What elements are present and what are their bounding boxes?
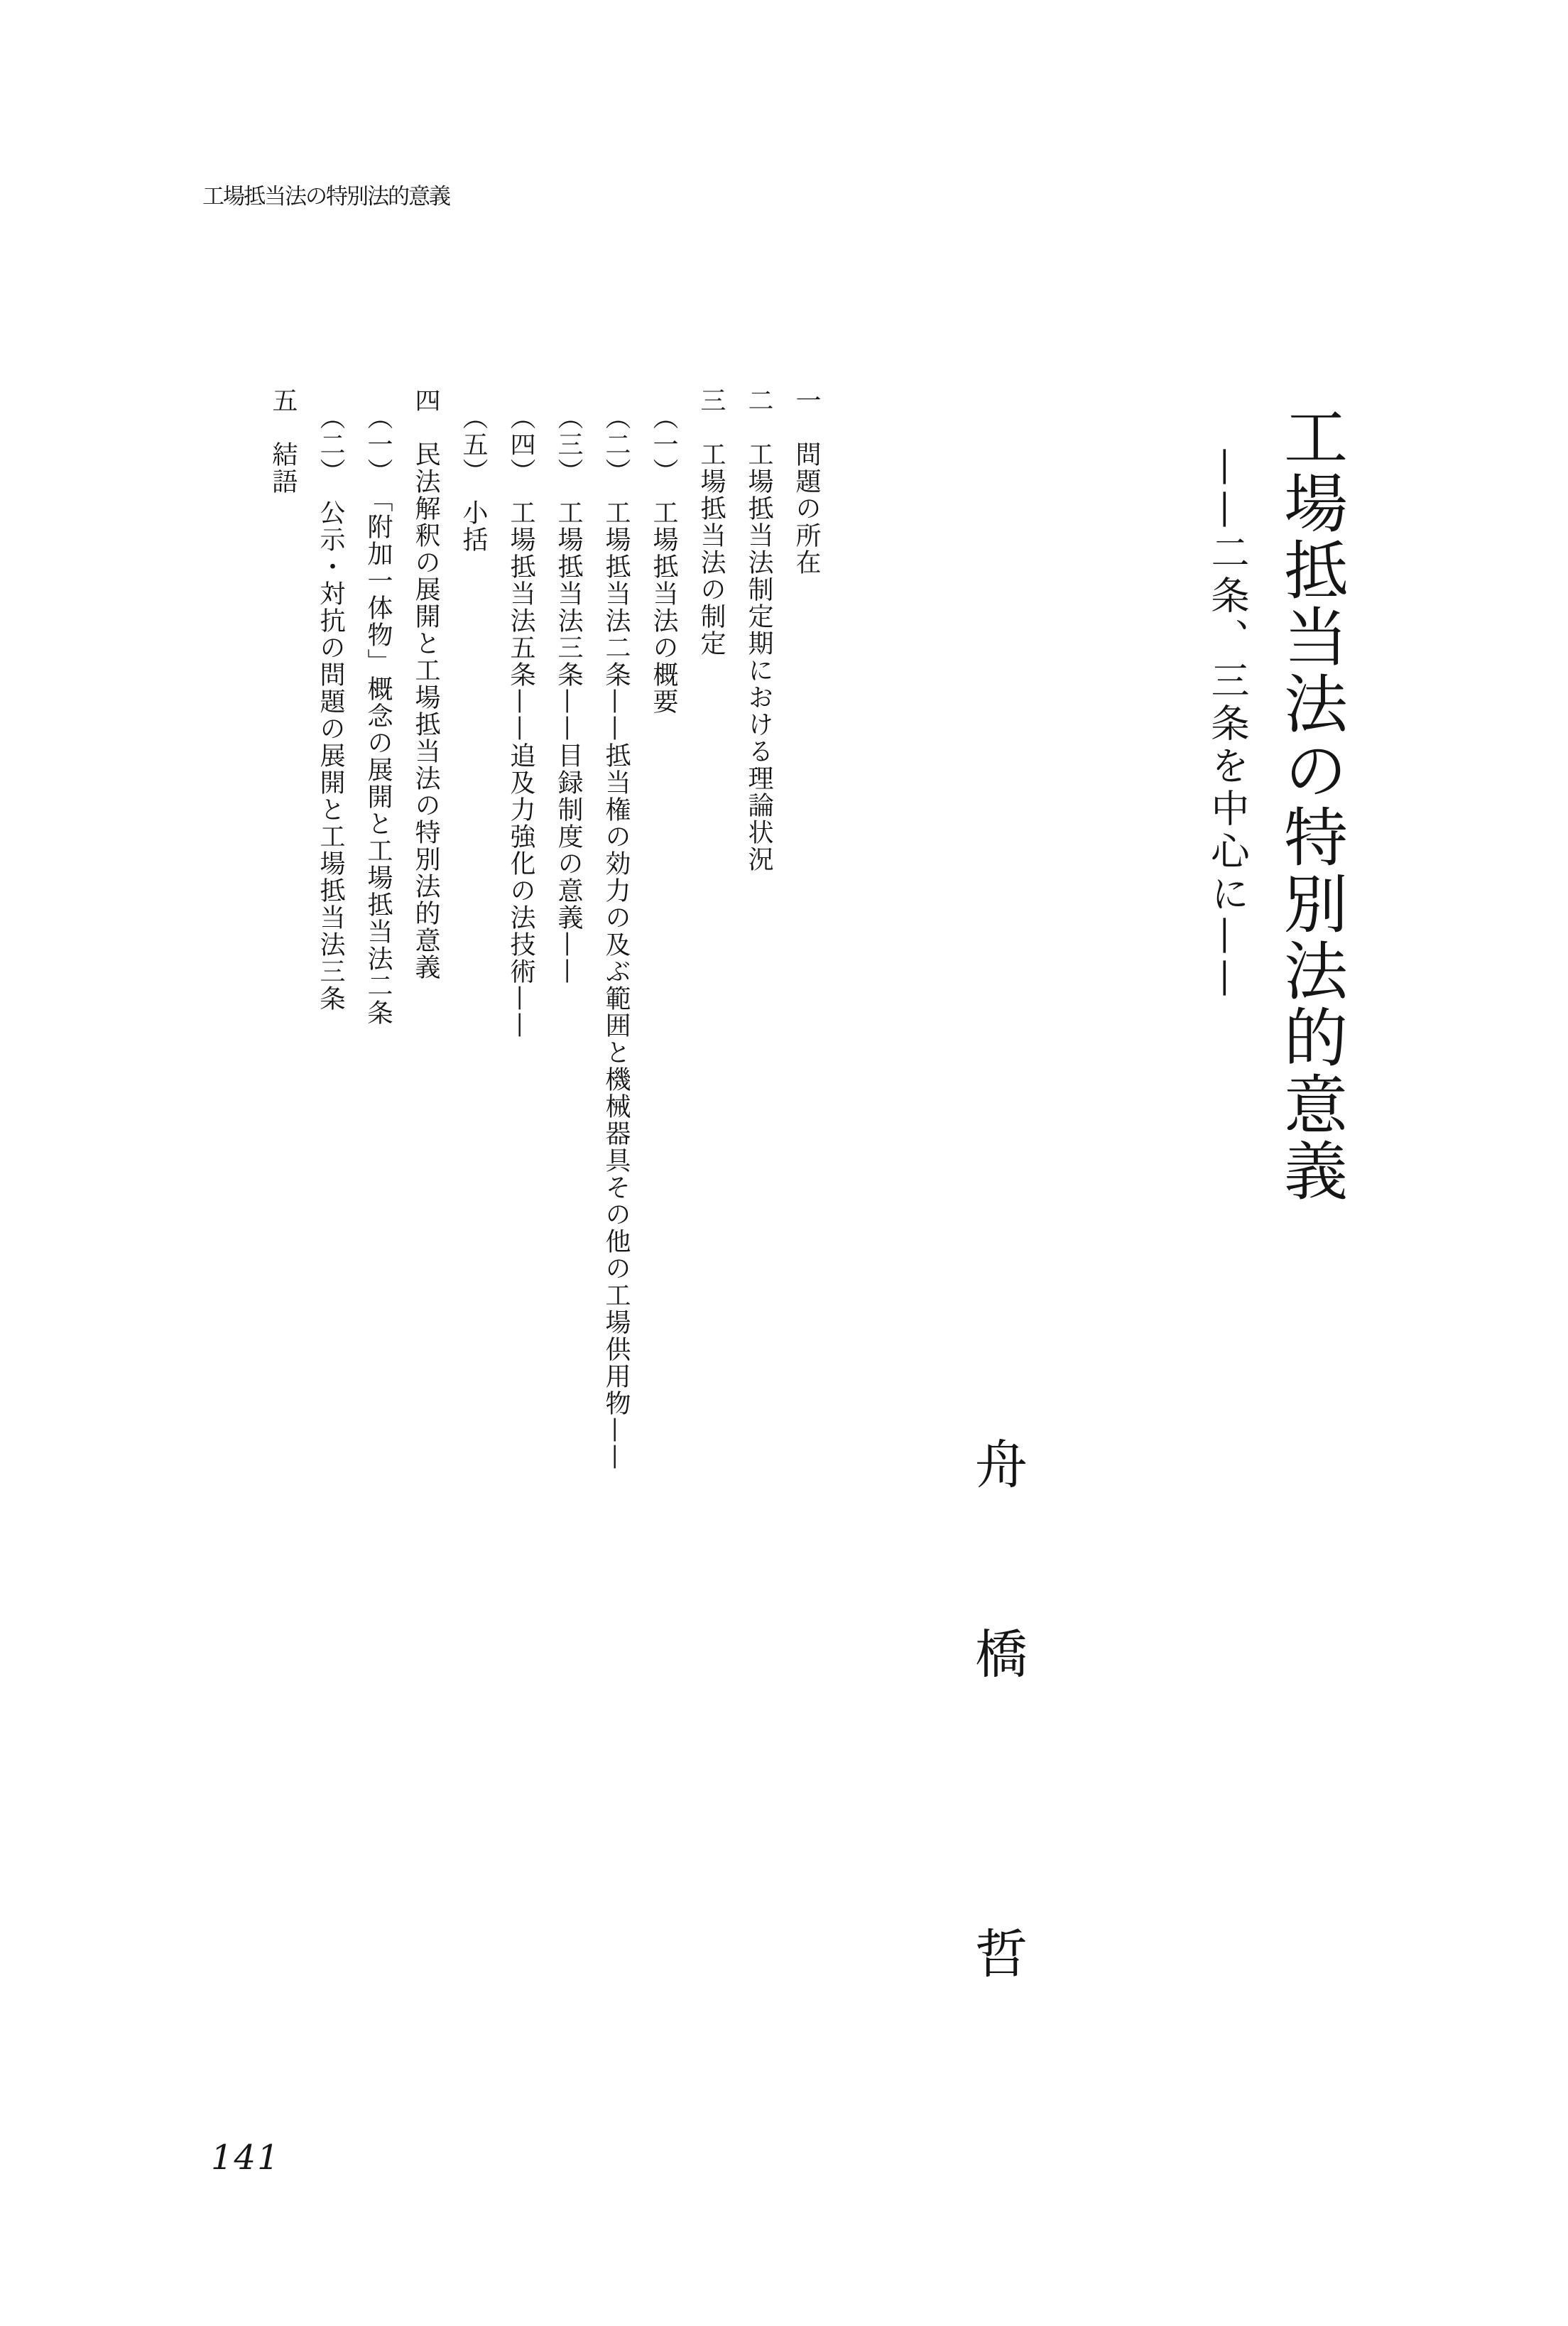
author-name: [974, 1435, 1028, 1985]
page-number: 141: [211, 2138, 281, 2178]
toc-item: （四） 工場抵当法五条——追及力強化の法技術——: [506, 404, 535, 1039]
running-head: 工場抵当法の特別法的意義: [202, 184, 450, 210]
toc-item: （一） 「附加一体物」概念の展開と工場抵当法二条: [364, 404, 393, 1026]
table-of-contents: [259, 387, 830, 1559]
author-char: 舟: [975, 1435, 1028, 1496]
toc-item: （三） 工場抵当法三条——目録制度の意義——: [554, 404, 583, 985]
toc-item: 四 民法解釈の展開と工場抵当法の特別法的意義: [411, 387, 440, 981]
toc-item: 三 工場抵当法の制定: [697, 387, 726, 657]
toc-item: 五 結語: [268, 387, 298, 495]
toc-item: （二） 公示・対抗の問題の展開と工場抵当法三条: [316, 404, 345, 1012]
page-title: 工場抵当法の特別法的意義: [1273, 403, 1347, 1205]
page-subtitle: ——二条、三条を中心に——: [1205, 447, 1250, 1001]
author-char: 哲: [975, 1924, 1028, 1985]
toc-item: （二） 工場抵当法二条——抵当権の効力の及ぶ範囲と機械器具その他の工場供用物——: [601, 404, 631, 1471]
toc-item: （一） 工場抵当法の概要: [649, 404, 678, 715]
toc-item: 二 工場抵当法制定期における理論状況: [744, 387, 773, 873]
toc-item: 一 問題の所在: [792, 387, 821, 576]
toc-item: （五） 小括: [459, 404, 488, 553]
author-char: 橋: [975, 1624, 1028, 1685]
